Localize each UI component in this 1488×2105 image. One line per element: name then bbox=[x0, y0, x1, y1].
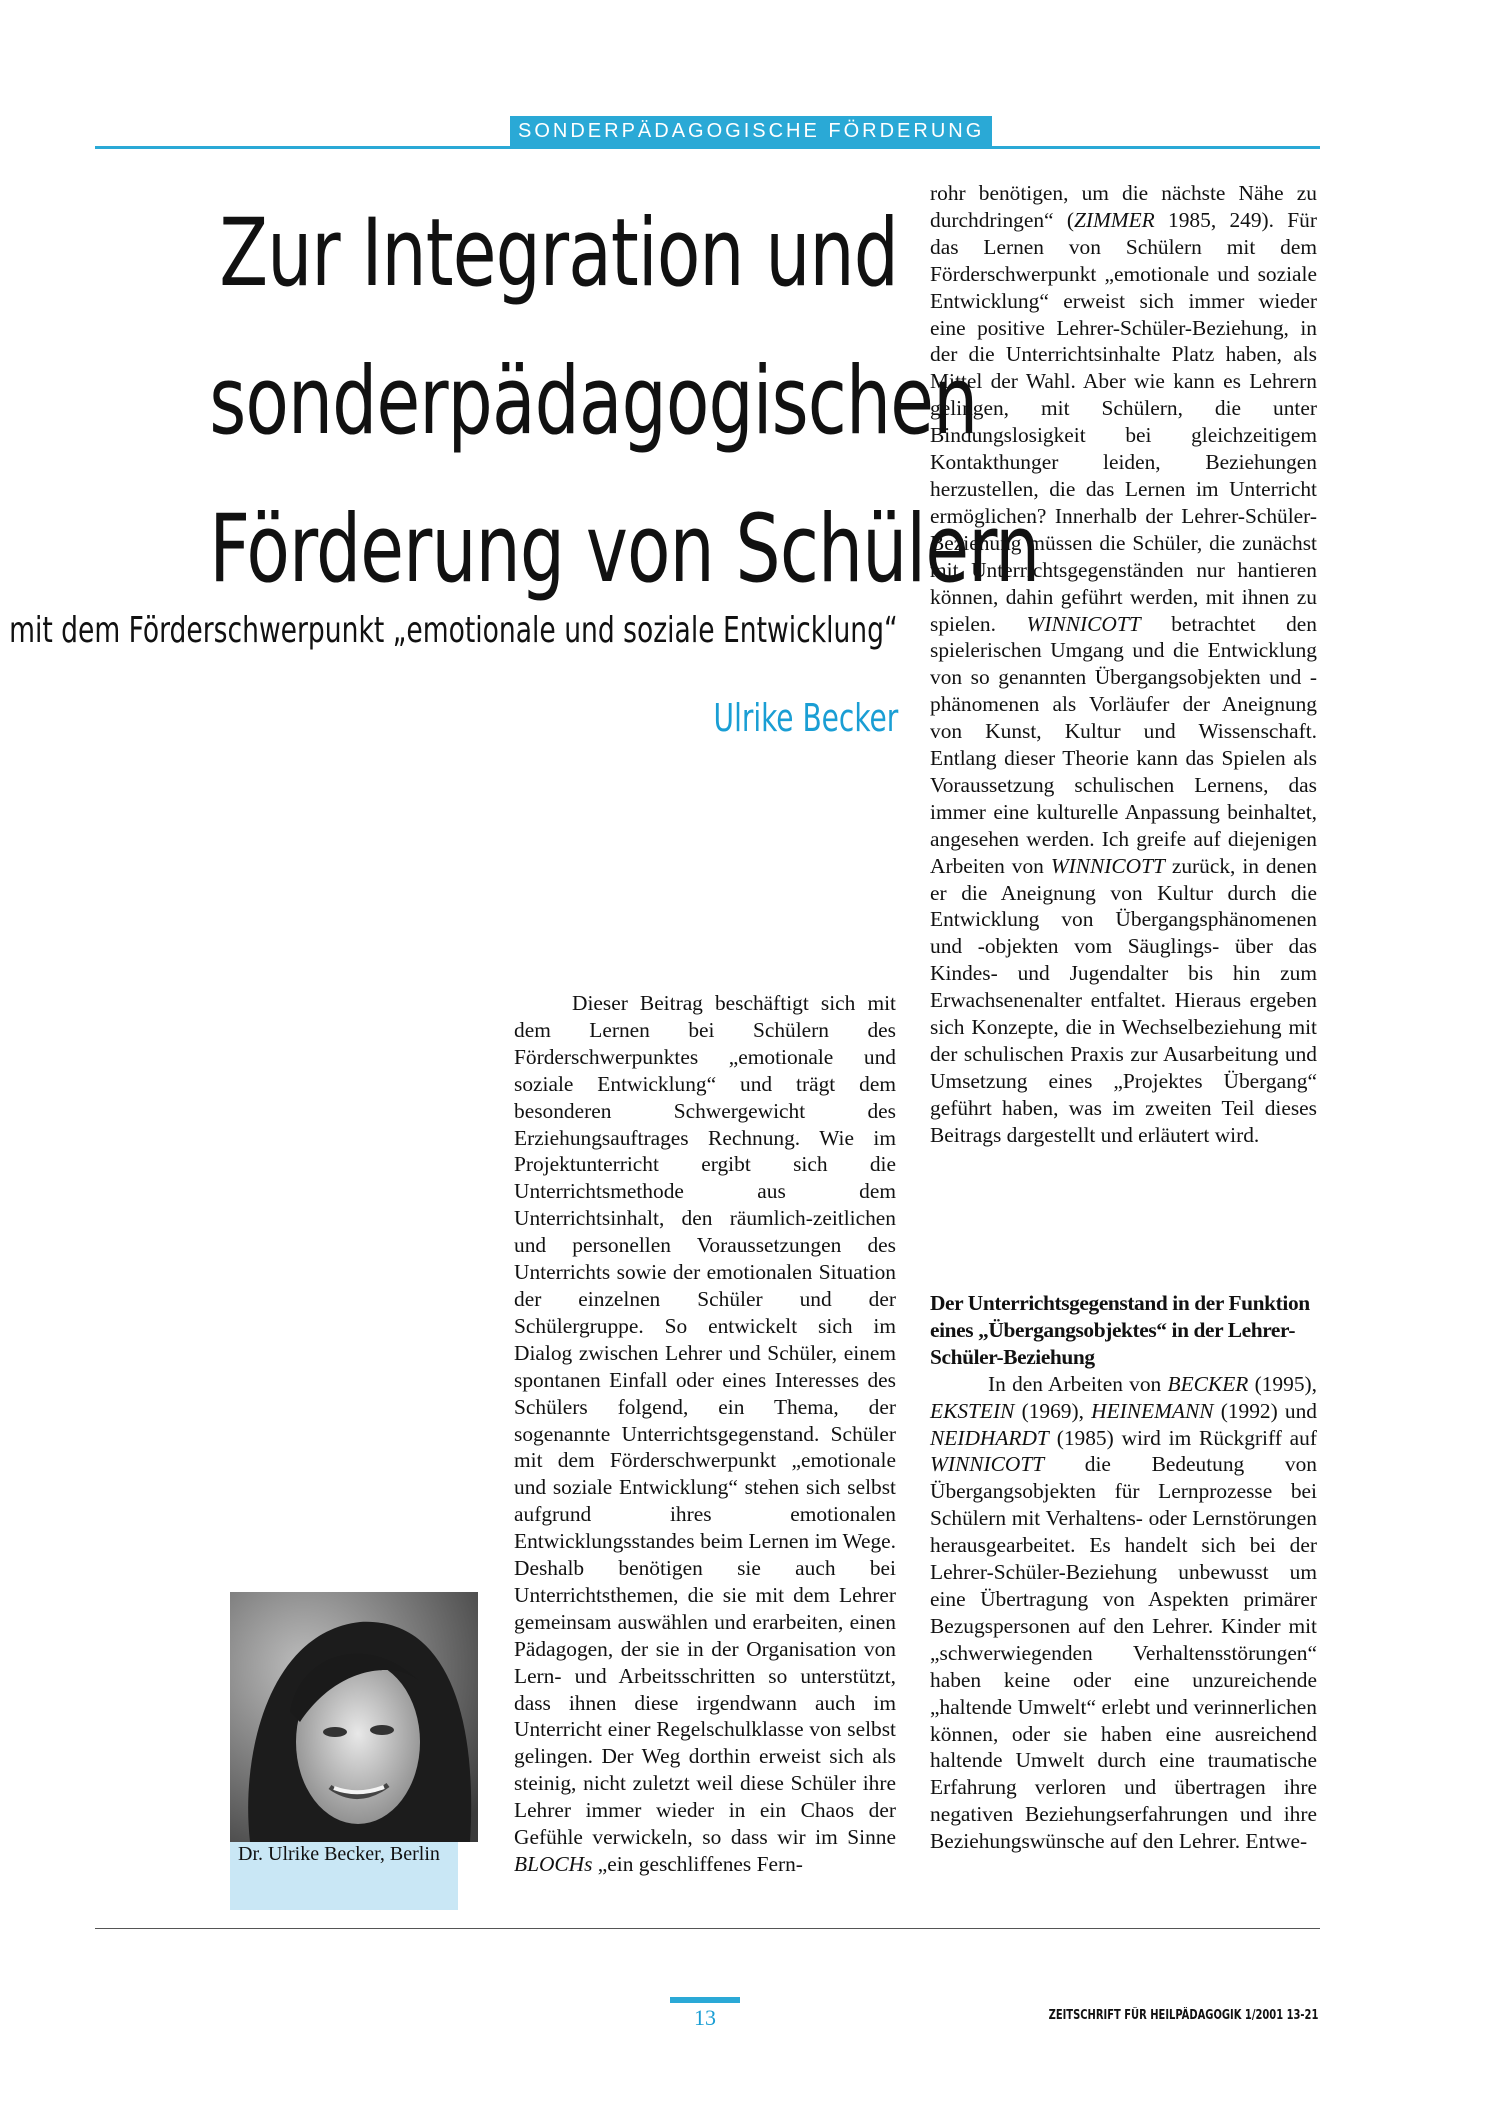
body-text: (1992) und bbox=[1213, 1398, 1318, 1423]
article-title bbox=[209, 180, 1040, 624]
article-author: Ulrike Becker bbox=[713, 696, 898, 740]
author-ref-zimmer: ZIMMER bbox=[1073, 207, 1155, 232]
author-ref-ekstein: EKSTEIN bbox=[930, 1398, 1015, 1423]
body-text: (1995), bbox=[1248, 1371, 1317, 1396]
author-ref-winnicott: WINNICOTT bbox=[1026, 611, 1141, 636]
body-text: (1969), bbox=[1014, 1398, 1092, 1423]
portrait-image bbox=[230, 1592, 478, 1842]
title-line-2: sonderpädagogischen bbox=[209, 347, 978, 456]
body-text: 1985, 249). Für das Lernen von Schülern mit dem Förderschwerpunkt „emotionale und soziale Entwicklung“ erweist sich immer wieder eine positive Lehrer-Schüler-Beziehung, in der die Unterrichtsinhalte Platz haben, als Mittel der Wahl. Aber wie kann es Lehrern gelingen, mit Schülern, die unter Bindungslosigkeit bei gleichzeitigem Kontakthunger leiden, Beziehungen herzustellen, die das Lernen im Unterricht ermöglichen? Innerhalb der Lehrer-Schüler-Beziehung müssen die Schüler, die zunächst mit Unterrichtsgegenständen nur hantieren können, dahin geführt werden, mit ihnen zu spielen. bbox=[930, 207, 1317, 636]
body-text: (1985) wird im Rückgriff auf bbox=[1048, 1425, 1317, 1450]
author-ref-bloch: BLOCHs bbox=[514, 1852, 593, 1876]
body-text: betrachtet den spielerischen Umgang und die Entwicklung von so genannten Übergangsobjekten und -phänomenen als Vorläufer der Aneignung von Kunst, Kultur und Wissenschaft. Entlang dieser Theorie kann das Spielen als Voraussetzung schulischen Lernens, das immer eine kulturelle Anpassung beinhaltet, angesehen werden. Ich greife auf diejenigen Arbeiten von bbox=[930, 611, 1317, 878]
body-column-2 bbox=[930, 1290, 1317, 1855]
page-number: 13 bbox=[694, 2005, 716, 2030]
header-rule bbox=[95, 146, 1320, 149]
section-heading: Der Unterrichtsgegenstand in der Funktion eines „Übergangsobjektes“ in der Lehrer-Schüler-Beziehung bbox=[930, 1291, 1310, 1369]
page-number-bar bbox=[670, 1997, 740, 2003]
body-text: die Bedeutung von Übergangsobjekten für Lernprozesse bei Schülern mit Verhaltens- oder Lernstörungen herausgearbeitet. Es handelt sich bei der Lehrer-Schüler-Beziehung unbewusst um eine Übertragung von Aspekten primärer Bezugspersonen auf den Lehrer. Kinder mit „schwerwiegenden Verhaltensstörungen“ haben keine oder eine unzureichende „haltende Umwelt“ erlebt und verinnerlichen können, oder sie haben eine ausreichend haltende Umwelt durch eine traumatische Erfahrung verloren und übertragen ihre negativen Beziehungserfahrungen und ihre Beziehungswünsche auf den Lehrer. Entwe- bbox=[930, 1452, 1317, 1854]
abstract-column bbox=[514, 990, 896, 1878]
abstract-paragraph bbox=[514, 990, 896, 1878]
journal-citation: ZEITSCHRIFT FÜR HEILPÄDAGOGIK 1/2001 13-21 bbox=[1048, 2008, 1318, 2023]
author-ref-neidhardt: NEIDHARDT bbox=[930, 1425, 1049, 1450]
body-column-1 bbox=[930, 180, 1317, 1149]
body-text: zurück, in denen er die Aneignung von Kultur durch die Entwicklung von Übergangsphänomenen und -objekten vom Säuglings- über das Kindes- und Jugendalter bis hin zum Erwachsenenalter entfaltet. Hieraus ergeben sich Konzepte, die in Wechselbeziehung mit der schulischen Praxis zur Ausarbeitung und Umsetzung eines „Projektes Übergang“ geführt haben, was im zweiten Teil dieses Beitrags dargestellt und erläutert wird. bbox=[930, 853, 1317, 1147]
title-line-1: Zur Integration und bbox=[219, 199, 898, 308]
author-ref-winnicott: WINNICOTT bbox=[930, 1452, 1045, 1477]
body-paragraph bbox=[930, 180, 1317, 1149]
abstract-text: Dieser Beitrag beschäftigt sich mit dem Lernen bei Schülern des Förderschwerpunktes „emotionale und soziale Entwicklung“ und trägt dem besonderen Schwergewicht des Erziehungsauftrages Rechnung. Wie im Projektunterricht ergibt sich die Unterrichtsmethode aus dem Unterrichtsinhalt, den räumlich-zeitlichen und personellen Voraussetzungen des Unterrichts sowie der emotionalen Situation der einzelnen Schüler und der Schülergruppe. So entwickelt sich im Dialog zwischen Lehrer und Schüler, einem spontanen Einfall oder eines Interesses des Schülers folgend, ein Thema, der sogenannte Unterrichtsgegenstand. Schüler mit dem Förderschwerpunkt „emotionale und soziale Entwicklung“ stehen sich selbst aufgrund ihres emotionalen Entwicklungsstandes beim Lernen im Wege. Deshalb benötigen sie auch bei Unterrichtsthemen, die sie mit dem Lehrer gemeinsam auswählen und erarbeiten, einen Pädagogen, der sie in der Organisation von Lern- und Arbeitsschritten so unterstützt, dass ihnen diese irgendwann auch im Unterricht einer Regelschulklasse von selbst gelingen. Der Weg dorthin erweist sich als steinig, nicht zuletzt weil diese Schüler ihre Lehrer immer wieder in ein Chaos der Gefühle verwickeln, so dass wir im Sinne bbox=[514, 991, 896, 1850]
footer-rule bbox=[95, 1928, 1320, 1929]
author-photo bbox=[230, 1592, 478, 1842]
author-ref-heinemann: HEINEMANN bbox=[1091, 1398, 1214, 1423]
body-text: rohr benötigen, um die nächste Nähe zu durchdringen“ ( bbox=[930, 181, 1317, 232]
body-text: In den Arbeiten von bbox=[988, 1371, 1168, 1396]
body-paragraph bbox=[930, 1371, 1317, 1855]
photo-caption: Dr. Ulrike Becker, Berlin bbox=[238, 1843, 440, 1865]
article-subtitle: mit dem Förderschwerpunkt „emotionale und soziale Entwicklung“ bbox=[9, 610, 898, 651]
section-kicker: SONDERPÄDAGOGISCHE FÖRDERUNG bbox=[510, 116, 992, 146]
author-ref-becker: BECKER bbox=[1167, 1371, 1249, 1396]
title-line-3: Förderung von Schülern bbox=[209, 495, 1040, 604]
author-ref-winnicott: WINNICOTT bbox=[1050, 853, 1165, 878]
abstract-text-end: „ein geschliffenes Fern- bbox=[592, 1852, 803, 1876]
